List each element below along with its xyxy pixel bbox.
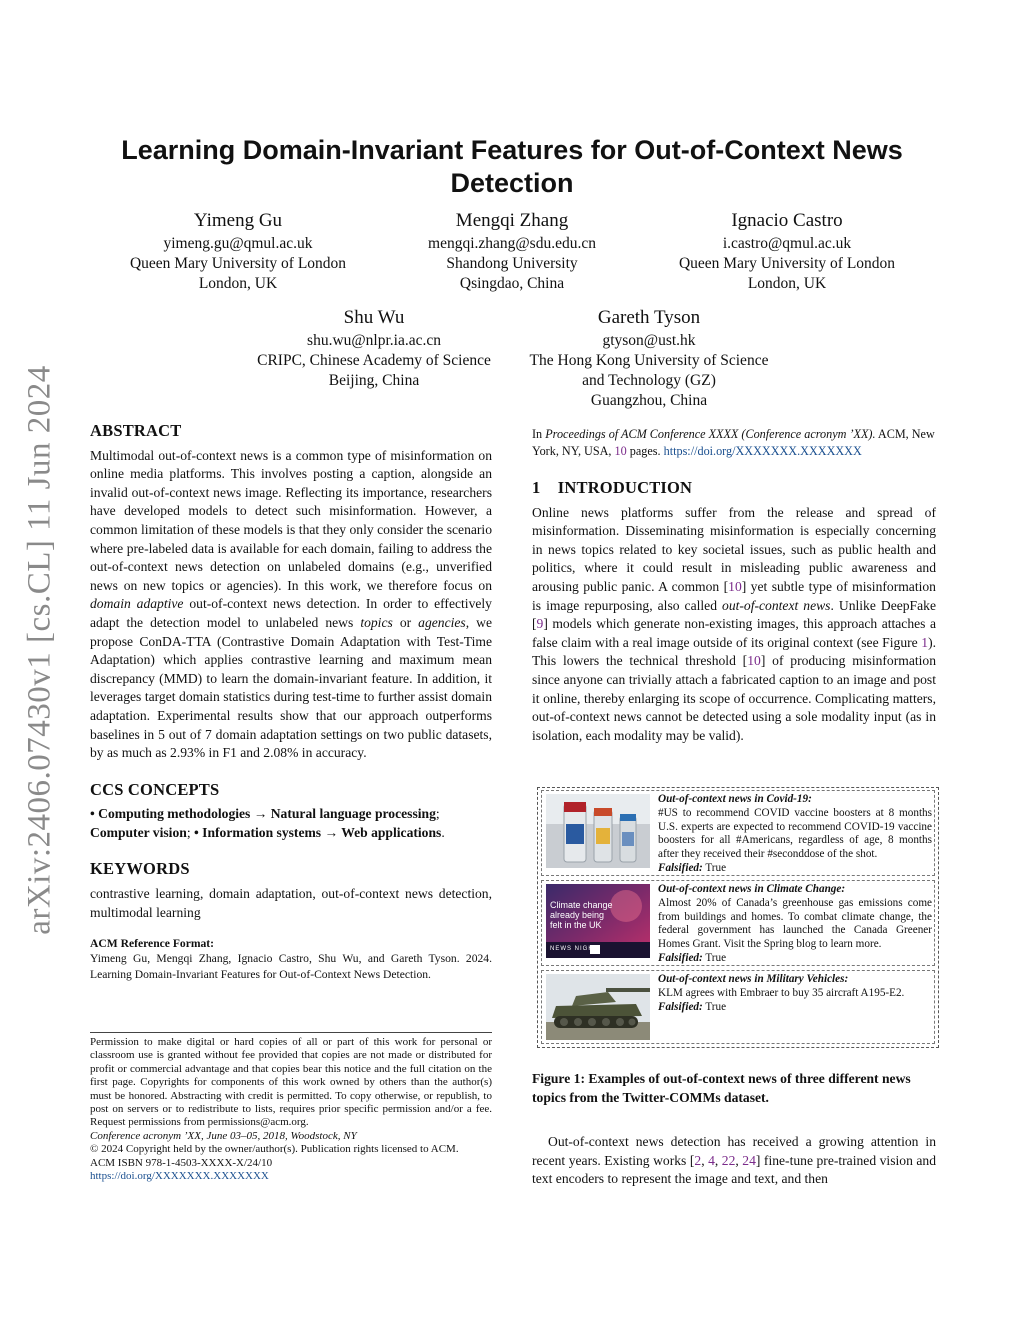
figure-ref-link[interactable]: 1 <box>921 634 929 650</box>
figure-panel-military <box>541 970 935 1044</box>
author-name: Mengqi Zhang <box>455 210 569 231</box>
ccs-heading: CCS CONCEPTS <box>90 779 220 799</box>
author-block <box>118 208 358 294</box>
citation-link[interactable]: 10 <box>728 578 742 594</box>
falsified-value: True <box>705 861 727 874</box>
permission-block <box>90 1036 492 1183</box>
citation-link[interactable]: 22 <box>721 1152 736 1168</box>
permission-text: Permission to make digital or hard copies of all or part of this work for personal or classroom use is granted without fee provided that copies are not made or distributed for profit or commercial advantage and that copies bear this notice and the full citation on the first page. Copyrights for components of this work owned by others than the author(s) must be honored. Abstracting with credit is permitted. To copy otherwise, or republish, to post on servers or to redistribute to lists, requires prior specific permission and/or a fee. Request permissions from permissions@acm.org. <box>90 1036 492 1129</box>
citation-link[interactable]: 2 <box>694 1152 702 1168</box>
author-location: Guangzhou, China <box>590 392 708 409</box>
left-column <box>90 422 492 982</box>
author-block <box>666 208 908 294</box>
author-affiliation-line2: and Technology (GZ) <box>582 372 716 389</box>
abstract-heading: ABSTRACT <box>90 421 182 440</box>
conference-line: Conference acronym ’XX, June 03–05, 2018, Woodstock, NY <box>90 1129 357 1142</box>
author-affiliation: Queen Mary University of London <box>129 255 347 272</box>
author-affiliation: Queen Mary University of London <box>678 255 896 272</box>
copyright-line: © 2024 Copyright held by the owner/author(s). Publication rights licensed to ACM. <box>90 1143 459 1156</box>
citation-link[interactable]: 24 <box>742 1152 756 1168</box>
citation-link[interactable]: 10 <box>747 653 761 669</box>
author-affiliation: Shandong University <box>446 255 578 272</box>
panel-body: #US to recommend COVID vaccine boosters at 8 months U.S. experts are expected to recommend COVID-19 vaccine boosters for all #Americans, regardless of age, 8 months after they received their #seconddose of the shot. <box>658 806 932 861</box>
citation-link[interactable]: 4 <box>708 1152 715 1168</box>
author-location: London, UK <box>747 275 827 292</box>
panel-heading: Out-of-context news in Climate Change: <box>658 883 846 895</box>
figure-panel-climate <box>541 880 935 966</box>
proceedings-line: In Proceedings of ACM Conference XXXX (Conference acronym ’XX). ACM, New York, NY, USA, 10 pages. https://doi.org/XXXXXXX.XXXXXXX <box>532 427 935 458</box>
figure-caption: Figure 1: Examples of out-of-context news of three different news topics from the Twitter-COMMs dataset. <box>532 1071 911 1105</box>
falsified-label: Falsified: <box>658 861 703 874</box>
author-name: Gareth Tyson <box>597 307 701 328</box>
introduction-text: Online news platforms suffer from the release and spread of misinformation. Disseminating misinformation is especially concerning in news topics related to key societal issues, such as public health and politics, where it could result in misleading public awareness and arousing public panic. A common [10] yet subtle type of misinformation is image repurposing, also called out-of-context news. Unlike DeepFake [9] models which generate non-existing images, this approach attaches a false claim with a real image outside of its original context (see Figure 1). This lowers the technical threshold [10] of producing misinformation since anyone can trivially attach a fabricated caption to an image and post it online, thereby enlarging its scope of occurrence. Complicating matters, out-of-context news cannot be detected using a sole modality input (as in isolation, each modality may be valid). <box>532 504 937 743</box>
falsified-value: True <box>705 1000 727 1013</box>
introduction-text-continued: Out-of-context news detection has received a growing attention in recent years. Existing works [2, 4, 22, 24] fine-tune pre-trained vision and text encoders to represent the image and text, and then <box>532 1134 936 1187</box>
panel-heading: Out-of-context news in Military Vehicles: <box>658 973 849 985</box>
introduction-heading: 1 INTRODUCTION <box>532 478 693 497</box>
arxiv-id: arXiv:2406.07430v1 [cs.CL] 11 Jun 2024 <box>21 365 58 935</box>
author-email: gtyson@ust.hk <box>602 332 696 349</box>
author-name: Yimeng Gu <box>193 210 283 231</box>
figure-1 <box>537 787 939 1048</box>
arxiv-sidebar <box>10 360 70 940</box>
falsified-value: True <box>705 951 727 964</box>
keywords-heading: KEYWORDS <box>90 859 190 879</box>
author-email: yimeng.gu@qmul.ac.uk <box>163 235 313 252</box>
panel-text <box>658 793 932 876</box>
author-block <box>514 305 784 411</box>
figure-panel-covid <box>541 790 935 876</box>
panel-text <box>658 883 932 966</box>
keywords-text: contrastive learning, domain adaptation, out-of-context news detection, multimodal learning <box>90 886 492 920</box>
citation-link[interactable]: 9 <box>536 616 544 632</box>
image-caption-text: Climate change already being felt in the UK <box>550 900 613 930</box>
author-block <box>392 208 632 294</box>
proceedings-doi-link[interactable]: https://doi.org/XXXXXXX.XXXXXXX <box>663 444 862 458</box>
author-name: Ignacio Castro <box>731 210 843 231</box>
author-location: Qsingdao, China <box>459 275 565 292</box>
falsified-label: Falsified: <box>658 1000 703 1013</box>
isbn-line: ACM ISBN 978-1-4503-XXXX-X/24/10 <box>90 1156 273 1169</box>
tank-image <box>546 974 650 1040</box>
footnote-divider <box>90 1032 492 1033</box>
panel-body: Almost 20% of Canada’s greenhouse gas emissions come from buildings and homes. To combat climate change, the federal government has launched the Canada Greener Homes Grant. Visit the Spring blog to learn more. <box>658 896 932 951</box>
doi-link[interactable]: https://doi.org/XXXXXXX.XXXXXXX <box>90 1170 269 1183</box>
panel-heading: Out-of-context news in Covid-19: <box>658 793 812 805</box>
paper-title: Learning Domain-Invariant Features for Out-of-Context News Detection <box>121 135 903 198</box>
pages-link[interactable]: 10 <box>614 444 627 458</box>
acm-ref-heading: ACM Reference Format: <box>90 937 215 951</box>
vaccine-image <box>546 794 650 868</box>
author-email: i.castro@qmul.ac.uk <box>722 235 852 252</box>
acm-ref-text: Yimeng Gu, Mengqi Zhang, Ignacio Castro, Shu Wu, and Gareth Tyson. 2024. Learning Domain-Invariant Features for Out-of-Context News Detection. <box>90 952 492 981</box>
introduction-section <box>532 479 936 745</box>
author-block <box>244 305 504 391</box>
author-email: shu.wu@nlpr.ia.ac.cn <box>307 332 441 349</box>
abstract-text: Multimodal out-of-context news is a common type of misinformation on online media platforms. This involves posting a caption, alongside an invalid out-of-context news image. Reflecting its importance, researchers have developed models to detect such misinformation. However, a common limitation of these models is that they only consider the scenario where pre-labeled data is available for each domain, failing to address the out-of-context news detection on unlabeled domains (e.g., unverified news on new topics or agencies). In this work, we therefore focus on domain adaptive out-of-context news detection. In order to effectively adapt the detection model to unlabeled news topics or agencies, we propose ConDA-TTA (Contrastive Domain Adaptation with Test-Time Adaptation) which applies contrastive learning and maximum mean discrepancy (MMD) to learn the domain-invariant feature. In addition, it leverages target domain statistics during test-time to further assist domain adaptation. Experimental results show that our approach outperforms baselines in 5 out of 7 domain adaptation settings on two public datasets, by as much as 2.93% in F1 and 2.08% in accuracy. <box>90 447 492 761</box>
author-affiliation: The Hong Kong University of Science <box>529 352 769 369</box>
ccs-text: • Computing methodologies → Natural language processing; Computer vision; • Information systems → Web applications. <box>90 806 445 840</box>
author-name: Shu Wu <box>343 307 405 328</box>
author-affiliation: CRIPC, Chinese Academy of Science <box>257 352 491 369</box>
image-logo-text: NEWS NIGHT <box>550 946 599 952</box>
author-location: London, UK <box>198 275 278 292</box>
author-email: mengqi.zhang@sdu.edu.cn <box>428 235 596 252</box>
panel-body: KLM agrees with Embraer to buy 35 aircraft A195-E2. <box>658 986 905 999</box>
panel-text <box>658 973 932 1014</box>
falsified-label: Falsified: <box>658 951 703 964</box>
newsnight-image <box>546 884 650 958</box>
author-location: Beijing, China <box>328 372 420 389</box>
